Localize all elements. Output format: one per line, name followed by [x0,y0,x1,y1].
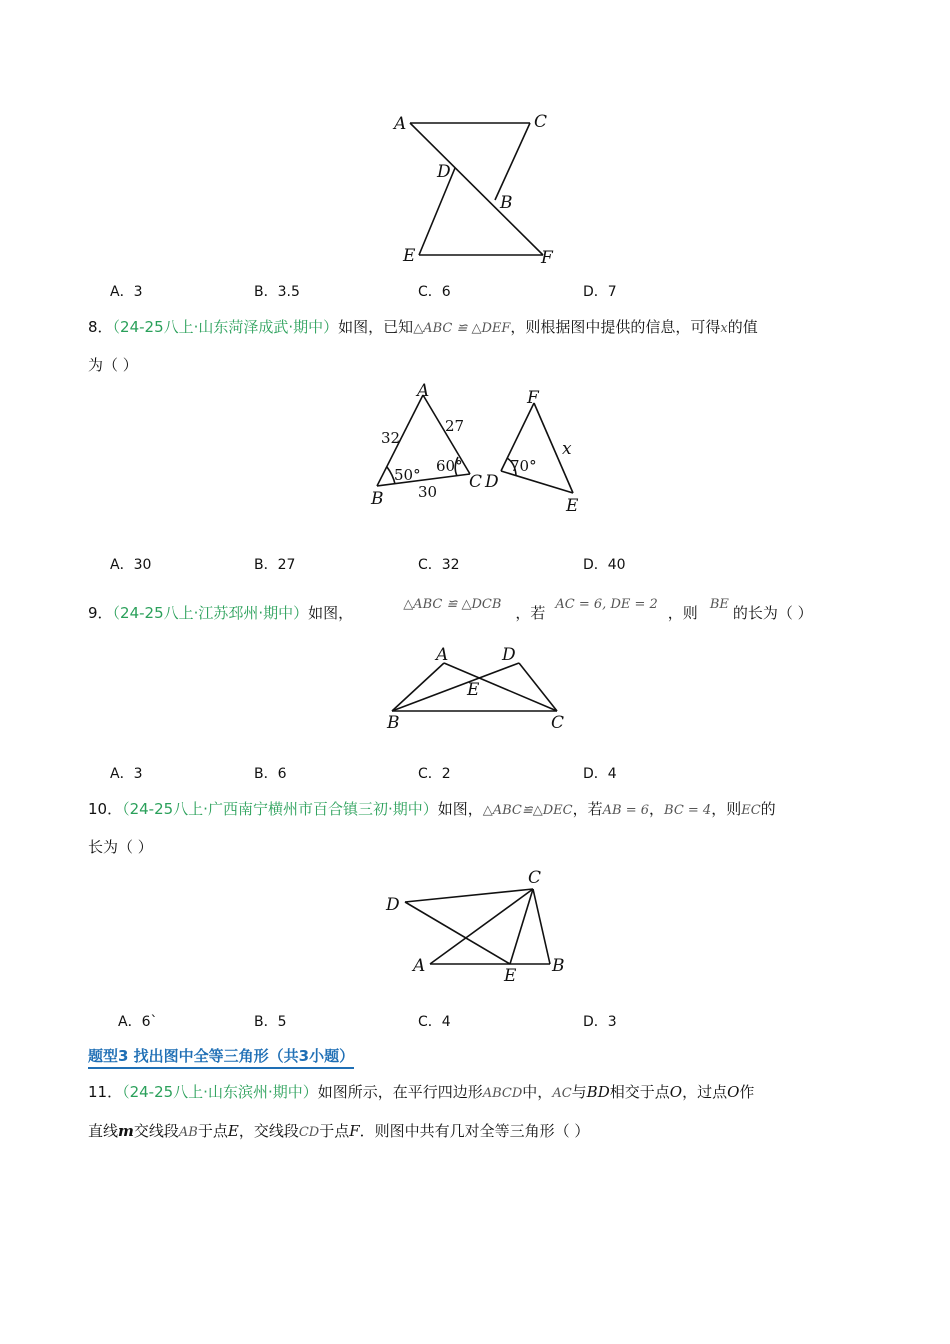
q9-source: （24-25八上·江苏邳州·期中） [112,604,309,622]
label-B: B [500,193,513,213]
q11-math-cd: CD [298,1125,320,1140]
q8-stem-line1 [88,316,758,337]
q8-side-ab: 32 [381,429,401,447]
q11-text: 作 [739,1083,755,1101]
q10-label-A: A [413,956,426,976]
label-D: D [437,162,451,182]
q10-option-d[interactable]: D．3 [583,1014,617,1030]
q11-math-ac: AC [552,1086,572,1101]
q10-option-b[interactable]: B．5 [254,1014,287,1030]
q11-line-m: m [118,1122,134,1140]
q11-stem-line1 [88,1081,754,1102]
q9-option-b[interactable]: B．6 [254,766,287,782]
q8-label-E: E [566,496,579,516]
q11-source: （24-25八上·山东滨州·期中） [122,1083,318,1101]
q10-math-ab: AB = 6 [602,803,650,818]
q11-math-ab: AB [178,1125,198,1140]
q11-point-e: E [227,1122,239,1140]
section-heading: 题型3 找出图中全等三角形（共3小题） [88,1045,354,1069]
figure-q8 [365,383,595,518]
q9-label-D: D [502,645,516,665]
q10-stem-line2: 长为（ ） [88,838,153,856]
q8-angle-c: 60° [436,457,463,475]
q11-math-bd: BD [586,1083,610,1101]
q9-text: 如图， [308,604,354,622]
q11-text: 直线 [88,1122,119,1140]
q7-option-c[interactable]: C．6 [418,284,451,300]
q10-stem-line1 [88,798,776,819]
q8-source: （24-25八上·山东菏泽成武·期中） [112,318,339,336]
q9-math-be: BE [709,597,729,612]
q10-text: ， [649,800,665,818]
q10-math-congruence: △ABC≌△DEC [482,803,573,818]
q10-math-ec: EC [741,803,761,818]
q11-text: 于点 [197,1122,228,1140]
q10-label-B: B [552,956,565,976]
q8-option-d[interactable]: D．40 [583,557,626,573]
q8-option-a[interactable]: A．30 [110,557,152,573]
q8-stem-line2: 为（ ） [88,356,138,374]
q9-math-condition: AC = 6, DE = 2 [555,597,658,612]
q10-source: （24-25八上·广西南宁横州市百合镇三初·期中） [122,800,438,818]
q11-text: 于点 [319,1122,350,1140]
q10-option-a[interactable]: A．6` [118,1014,158,1030]
q10-text: 的 [760,800,776,818]
q10-text: ，若 [572,800,603,818]
q11-number: 11． [88,1083,123,1101]
label-A: A [394,114,407,134]
q9-math-congruence: △ABC ≌ △DCB [403,597,502,612]
q11-text: 如图所示，在平行四边形 [317,1083,483,1101]
q9-option-c[interactable]: C．2 [418,766,451,782]
q11-point-o: O [727,1083,740,1101]
q11-text: ，过点 [682,1083,728,1101]
q8-text: 的值 [727,318,758,336]
q9-text: 的长为（ ） [732,604,813,622]
label-F: F [541,248,553,268]
q8-label-A: A [417,383,430,401]
q8-math-x: x [720,321,728,336]
q9-stem [88,597,813,623]
q9-label-C: C [551,713,565,733]
q8-label-x: x [562,439,572,459]
q10-number: 10． [88,800,123,818]
q7-option-d[interactable]: D．7 [583,284,617,300]
q9-option-d[interactable]: D．4 [583,766,617,782]
q10-label-C: C [528,868,542,888]
q11-text: 交线段 [133,1122,179,1140]
q11-text: 中， [522,1083,553,1101]
q8-number: 8． [88,318,113,336]
q9-label-B: B [387,713,400,733]
q10-text: ，则 [711,800,742,818]
label-E: E [403,246,416,266]
q8-label-F: F [527,388,539,408]
q9-text: ，若 [515,604,546,622]
q9-label-A: A [436,645,449,665]
figure-q7 [380,105,580,275]
q11-math-abcd: ABCD [482,1086,523,1101]
q9-text: ，则 [667,604,698,622]
q8-label-C: C [469,472,483,492]
q8-label-D: D [485,472,499,492]
q7-option-b[interactable]: B．3.5 [254,284,300,300]
q10-label-D: D [386,895,400,915]
figure-q10 [380,864,580,989]
q8-text: 如图，已知 [338,318,414,336]
q11-point-o: O [669,1083,683,1101]
q11-text: 相交于点 [609,1083,670,1101]
q11-text: ，交线段 [238,1122,299,1140]
label-C: C [534,112,548,132]
q7-option-a[interactable]: A．3 [110,284,143,300]
q11-stem-line2 [88,1120,589,1141]
q8-math-congruence: △ABC ≌ △DEF [413,321,511,336]
q8-option-c[interactable]: C．32 [418,557,460,573]
q11-text: 与 [571,1083,587,1101]
q10-text: 如图， [437,800,483,818]
q8-label-B: B [371,489,384,509]
q8-side-ac: 27 [445,417,465,435]
q11-text: ．则图中共有几对全等三角形（ ） [359,1122,590,1140]
q8-option-b[interactable]: B．27 [254,557,296,573]
q9-number: 9． [88,604,113,622]
q9-option-a[interactable]: A．3 [110,766,143,782]
q8-angle-d: 70° [510,457,537,475]
q8-text: ，则根据图中提供的信息，可得 [510,318,721,336]
q8-side-bc: 30 [418,483,438,501]
figure-q9 [380,643,580,735]
q10-math-bc: BC = 4 [664,803,712,818]
q10-label-E: E [504,966,517,986]
q8-angle-b: 50° [394,466,421,484]
q9-label-E: E [467,680,480,700]
q11-point-f: F [349,1122,360,1140]
q10-option-c[interactable]: C．4 [418,1014,451,1030]
